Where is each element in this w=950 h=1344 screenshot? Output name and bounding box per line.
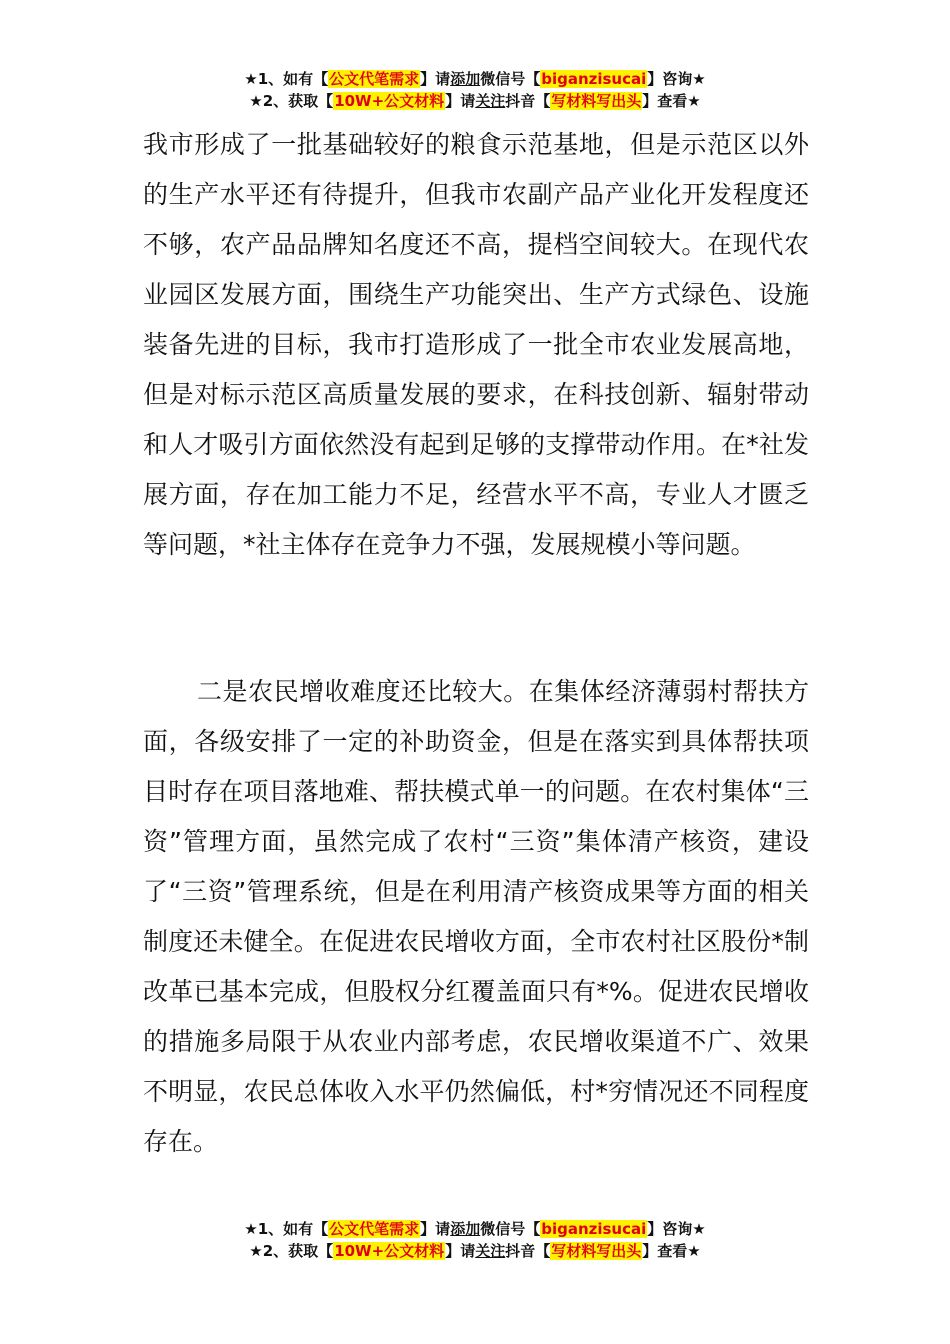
banner-text: ★2、获取【 [249, 1242, 334, 1260]
banner-line-2 [0, 90, 950, 112]
banner-text: 】咨询★ [647, 70, 706, 88]
banner-line-1 [0, 1218, 950, 1240]
banner-line-2 [0, 1240, 950, 1262]
banner-text: 】请 [420, 1220, 451, 1238]
banner-text: 】查看★ [642, 1242, 701, 1260]
banner-highlight-service: 公文代笔需求 [329, 70, 420, 88]
banner-text: 微信号【 [480, 1220, 541, 1238]
banner-text: 】查看★ [642, 92, 701, 110]
banner-underline-follow: 关注 [475, 92, 506, 110]
banner-highlight-materials: 10W+公文材料 [334, 1242, 445, 1260]
banner-highlight-douyin-id: 写材料写出头 [551, 92, 642, 110]
banner-text: 微信号【 [480, 70, 541, 88]
banner-text: ★2、获取【 [249, 92, 334, 110]
banner-text: 】咨询★ [647, 1220, 706, 1238]
banner-text: ★1、如有【 [244, 1220, 329, 1238]
banner-underline-follow: 关注 [475, 1242, 506, 1260]
banner-text: 抖音【 [505, 1242, 551, 1260]
banner-text: ★1、如有【 [244, 70, 329, 88]
header-banner [0, 68, 950, 112]
banner-highlight-douyin-id: 写材料写出头 [551, 1242, 642, 1260]
banner-line-1 [0, 68, 950, 90]
banner-text: 抖音【 [505, 92, 551, 110]
banner-highlight-materials: 10W+公文材料 [334, 92, 445, 110]
banner-highlight-wechat-id: biganzisucai [541, 1220, 647, 1238]
banner-text: 】请 [445, 92, 476, 110]
banner-highlight-service: 公文代笔需求 [329, 1220, 420, 1238]
banner-underline-add: 添加 [450, 1220, 481, 1238]
banner-highlight-wechat-id: biganzisucai [541, 70, 647, 88]
body-paragraph-2: 二是农民增收难度还比较大。在集体经济薄弱村帮扶方面，各级安排了一定的补助资金，但是在落实到具体帮扶项目时存在项目落地难、帮扶模式单一的问题。在农村集体“三资”管理方面，虽然完成了农村“三资”集体清产核资，建设了“三资”管理系统，但是在利用清产核资成果等方面的相关制度还未健全。在促进农民增收方面，全市农村社区股份*制改革已基本完成，但股权分红覆盖面只有*%。促进农民增收的措施多局限于从农业内部考虑，农民增收渠道不广、效果不明显，农民总体收入水平仍然偏低，村*穷情况还不同程度存在。 [143, 677, 809, 1156]
body-paragraph-1: 我市形成了一批基础较好的粮食示范基地，但是示范区以外的生产水平还有待提升，但我市农副产品产业化开发程度还不够，农产品品牌知名度还不高，提档空间较大。在现代农业园区发展方面，围绕生产功能突出、生产方式绿色、设施装备先进的目标，我市打造形成了一批全市农业发展高地，但是对标示范区高质量发展的要求，在科技创新、辐射带动和人才吸引方面依然没有起到足够的支撑带动作用。在*社发展方面，存在加工能力不足，经营水平不高，专业人才匮乏等问题，*社主体存在竞争力不强，发展规模小等问题。 [143, 130, 809, 559]
banner-text: 】请 [420, 70, 451, 88]
banner-text: 】请 [445, 1242, 476, 1260]
footer-banner [0, 1218, 950, 1262]
banner-underline-add: 添加 [450, 70, 481, 88]
